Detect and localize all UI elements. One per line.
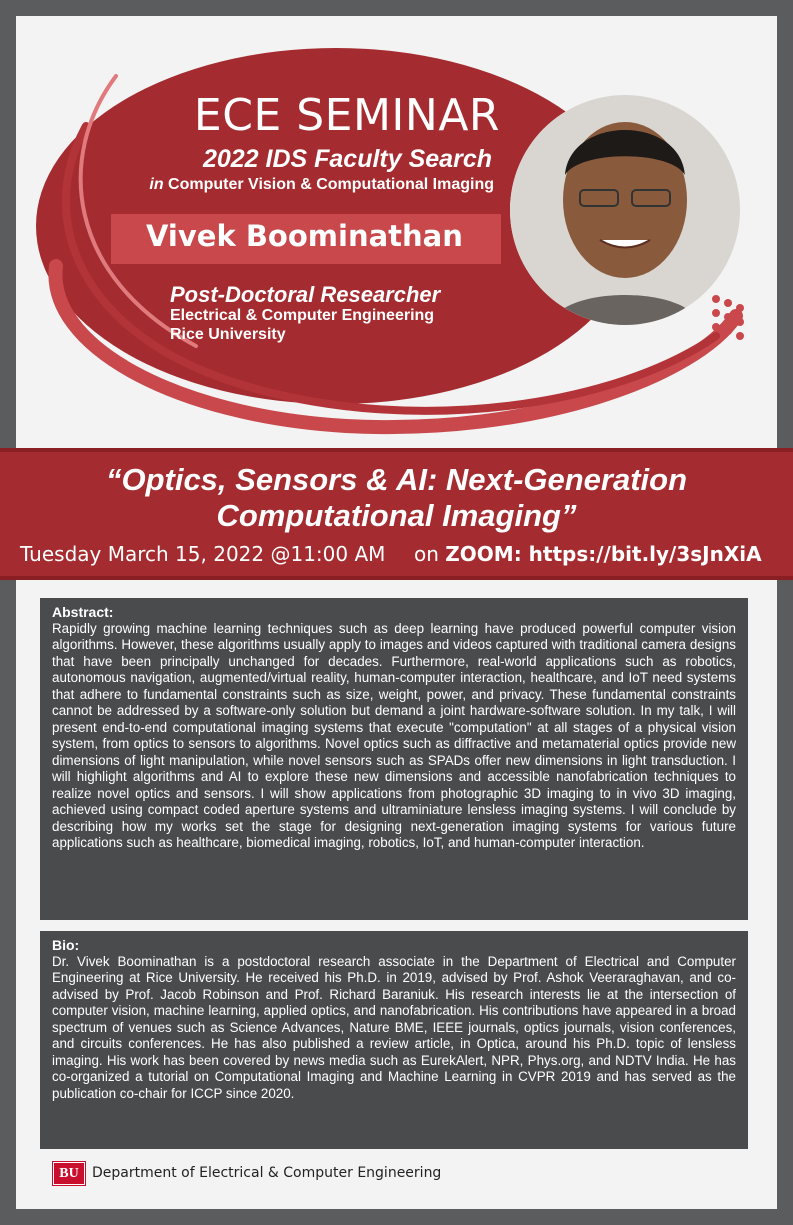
talk-title-line2: Computational Imaging” xyxy=(216,498,577,533)
speaker-portrait-icon xyxy=(510,95,740,325)
speaker-name: Vivek Boominathan xyxy=(146,219,463,253)
talk-title xyxy=(0,462,793,534)
speaker-photo xyxy=(510,95,740,325)
bio-heading: Bio: xyxy=(52,937,80,953)
talk-date: Tuesday March 15, 2022 @11:00 AM xyxy=(20,542,386,566)
zoom-link[interactable]: ZOOM: https://bit.ly/3sJnXiA xyxy=(445,542,762,566)
abstract-panel xyxy=(40,598,748,920)
talk-title-line1: “Optics, Sensors & AI: Next-Generation xyxy=(105,462,688,497)
footer-department: Department of Electrical & Computer Engineering xyxy=(92,1165,442,1181)
bio-body: Dr. Vivek Boominathan is a postdoctoral research associate in the Department of Electrical and Computer Engineering at Rice University. He received his Ph.D. in 2019, advised by Prof. Ashok Veeraraghavan, and co-advised by Prof. Jacob Robinson and Prof. Richard Baraniuk. His research interests lie at the intersection of computer vision, machine learning, applied optics, and nanofabrication. His contributions have appeared in a broad spectrum of venues such as Science Advances, Nature BME, IEEE journals, optics journals, vision conferences, and circuits conferences. He has also published a review article, in Optica, around his Ph.D. topic of lensless imaging. His work has been covered by news media such as EurekAlert, NPR, Phys.org, and NDTV India. He has co-organized a tutorial on Computational Imaging and Machine Learning in CVPR 2019 and has served as the publication co-chair for ICCP since 2020. xyxy=(52,953,736,1101)
zoom-prefix: on xyxy=(414,542,446,566)
speaker-role: Post-Doctoral Researcher xyxy=(170,282,441,307)
abstract-body: Rapidly growing machine learning techniques such as deep learning have produced powerful computer vision algorithms. However, these algorithms usually apply to images and videos captured with traditional camera designs that have been principally unchanged for decades. Furthermore, real-world applications such as robotics, autonomous navigation, augmented/virtual reality, human-computer interaction, healthcare, and IoT need systems that adhere to fundamental constraints such as size, weight, power, and privacy. These fundamental constraints cannot be addressed by a software-only solution but demand a joint hardware-software solution. In my talk, I will present end-to-end computational imaging systems that execute "computation" at all stages of a physical vision system, from optics to sensors to algorithms. Novel optics such as diffractive and metamaterial optics provide new dimensions of light manipulation, while novel sensors such as SPADs offer new dimensions in light transduction. I will highlight algorithms and AI to explore these new dimensions and accessible nanofabrication techniques to realize novel optics and sensors. I will show applications from photographic 3D imaging to in vivo 3D imaging, achieved using compact coded aperture systems and ultraminiature lensless imaging systems. I will conclude by describing how my works set the stage for designing next-generation imaging systems for various future applications such as healthcare, biomedical imaging, robotics, IoT, and human-computer interaction. xyxy=(52,620,736,850)
bu-logo: BU xyxy=(53,1162,85,1185)
abstract-heading: Abstract: xyxy=(52,604,114,620)
field-prefix: in xyxy=(149,176,164,193)
speaker-department: Electrical & Computer Engineering xyxy=(170,307,435,324)
seminar-subtitle: 2022 IDS Faculty Search xyxy=(202,145,492,173)
bio-panel xyxy=(40,931,748,1149)
speaker-university: Rice University xyxy=(170,326,286,343)
zoom-info[interactable] xyxy=(414,542,762,566)
seminar-field xyxy=(0,176,494,194)
seminar-title: ECE SEMINAR xyxy=(193,90,500,141)
field-text: Computer Vision & Computational Imaging xyxy=(163,176,494,193)
